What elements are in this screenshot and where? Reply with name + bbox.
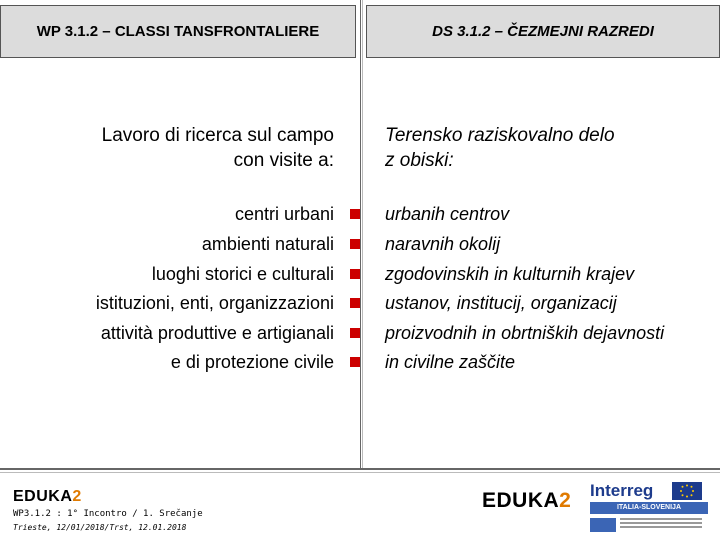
- bullet-icon: [350, 328, 360, 338]
- right-list-item: in civilne zaščite: [385, 352, 516, 372]
- bullet-icon: [350, 357, 360, 367]
- right-intro: [385, 123, 615, 173]
- bullet-icon: [350, 239, 360, 249]
- center-divider: [360, 0, 361, 470]
- bullet-icon: [350, 269, 360, 279]
- left-list-item: e di protezione civile: [170, 352, 334, 372]
- interreg-title: Interreg: [590, 481, 654, 500]
- eduka-logo-left-number: 2: [72, 488, 82, 505]
- bullet-icon: [350, 209, 360, 219]
- right-list-item: ustanov, institucij, organizacij: [385, 293, 617, 313]
- left-intro-line1: Lavoro di ricerca sul campo: [101, 125, 334, 146]
- left-list-item: ambienti naturali: [201, 234, 334, 254]
- right-list-item: proizvodnih in obrtniških dejavnosti: [385, 323, 665, 343]
- eu-flag-icon: [672, 482, 702, 500]
- left-list-item: luoghi storici e culturali: [151, 264, 334, 284]
- header-left-title: WP 3.1.2 – CLASSI TANSFRONTALIERE: [0, 5, 356, 58]
- interreg-subtitle: ITALIA-SLOVENIJA: [590, 502, 708, 514]
- eduka-logo-left-text: EDUKA: [13, 488, 73, 505]
- left-intro-line2: con visite a:: [233, 150, 334, 171]
- interreg-logo: [584, 478, 716, 536]
- meeting-line: WP3.1.2 : 1° Incontro / 1. Srečanje: [13, 509, 203, 519]
- funding-note: [620, 518, 702, 532]
- right-list-item: urbanih centrov: [385, 204, 510, 224]
- footer-divider-shadow: [0, 472, 720, 473]
- eduka-logo-center-number: 2: [559, 489, 572, 512]
- eduka-badge-icon: [590, 518, 616, 532]
- center-divider-shadow: [362, 0, 363, 470]
- eduka-logo-left: [13, 488, 82, 506]
- left-intro: [102, 123, 334, 173]
- right-intro-line1: Terensko raziskovalno delo: [385, 125, 615, 146]
- left-list-item: attività produttive e artigianali: [100, 323, 334, 343]
- footer-divider: [0, 468, 720, 470]
- date-line: Trieste, 12/01/2018/Trst, 12.01.2018: [13, 523, 187, 532]
- left-list-item: centri urbani: [234, 204, 334, 224]
- eduka-logo-center-text: EDUKA: [482, 489, 560, 512]
- header-right-title: DS 3.1.2 – ČEZMEJNI RAZREDI: [366, 5, 720, 58]
- right-list-item: zgodovinskih in kulturnih krajev: [385, 264, 635, 284]
- bullet-icon: [350, 298, 360, 308]
- left-list-item: istituzioni, enti, organizzazioni: [95, 293, 334, 313]
- eduka-logo-center: [482, 489, 571, 513]
- right-list-item: naravnih okolij: [385, 234, 501, 254]
- right-intro-line2: z obiski:: [385, 150, 454, 171]
